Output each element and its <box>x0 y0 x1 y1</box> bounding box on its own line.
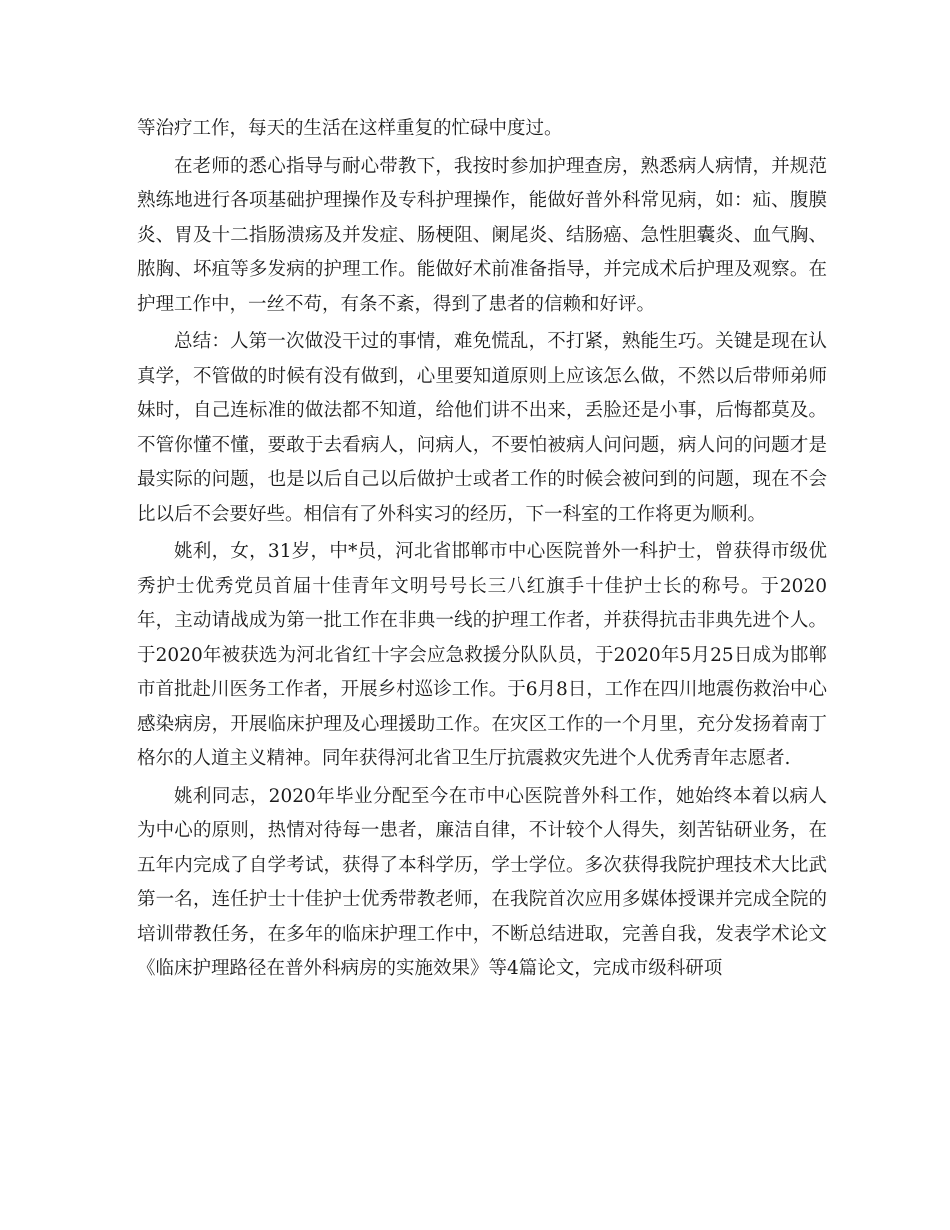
paragraph-continued: 等治疗工作，每天的生活在这样重复的忙碌中度过。 <box>137 118 563 139</box>
document-body <box>137 112 827 990</box>
paragraph-yaoli-profile: 姚利，女，31岁，中*员，河北省邯郸市中心医院普外一科护士，曾获得市级优秀护士优秀党员首届十佳青年文明号号长三八红旗手十佳护士长的称号。于2020年，主动请战成为第一批工作在非典一线的护理工作者，并获得抗击非典先进个人。于2020年被获选为河北省红十字会应急救援分队队员，于2020年5月25日成为邯郸市首批赴川医务工作者，开展乡村巡诊工作。于6月8日，工作在四川地震伤救治中心感染病房，开展临床护理及心理援助工作。在灾区工作的一个月里，充分发扬着南丁格尔的人道主义精神。同年获得河北省卫生厅抗震救灾先进个人优秀青年志愿者. <box>137 541 827 769</box>
paragraph-summary: 总结：人第一次做没干过的事情，难免慌乱，不打紧，熟能生巧。关键是现在认真学，不管做的时候有没有做到，心里要知道原则上应该怎么做，不然以后带师弟师妹时，自己连标准的做法都不知道，给他们讲不出来，丢脸还是小事，后悔都莫及。不管你懂不懂，要敢于去看病人，问病人，不要怕被病人问问题，病人问的问题才是最实际的问题，也是以后自己以后做护士或者工作的时候会被问到的问题，现在不会比以后不会要好些。相信有了外科实习的经历，下一科室的工作将更为顺利。 <box>137 331 827 525</box>
paragraph-yaoli-career: 姚利同志，2020年毕业分配至今在市中心医院普外科工作，她始终本着以病人为中心的原则，热情对待每一患者，廉洁自律，不计较个人得失，刻苦钻研业务，在五年内完成了自学考试，获得了本科学历，学士学位。多次获得我院护理技术大比武第一名，连任护士十佳护士优秀带教老师，在我院首次应用多媒体授课并完成全院的培训带教任务，在多年的临床护理工作中，不断总结进取，完善自我，发表学术论文《临床护理路径在普外科病房的实施效果》等4篇论文，完成市级科研项 <box>137 785 827 979</box>
paragraph-nursing-rounds: 在老师的悉心指导与耐心带教下，我按时参加护理查房，熟悉病人病情，并规范熟练地进行各项基础护理操作及专科护理操作，能做好普外科常见病，如：疝、腹膜炎、胃及十二指肠溃疡及并发症、肠梗阻、阑尾炎、结肠癌、急性胆囊炎、血气胸、脓胸、坏疽等多发病的护理工作。能做好术前准备指导，并完成术后护理及观察。在护理工作中，一丝不苟，有条不紊，得到了患者的信赖和好评。 <box>137 155 827 315</box>
